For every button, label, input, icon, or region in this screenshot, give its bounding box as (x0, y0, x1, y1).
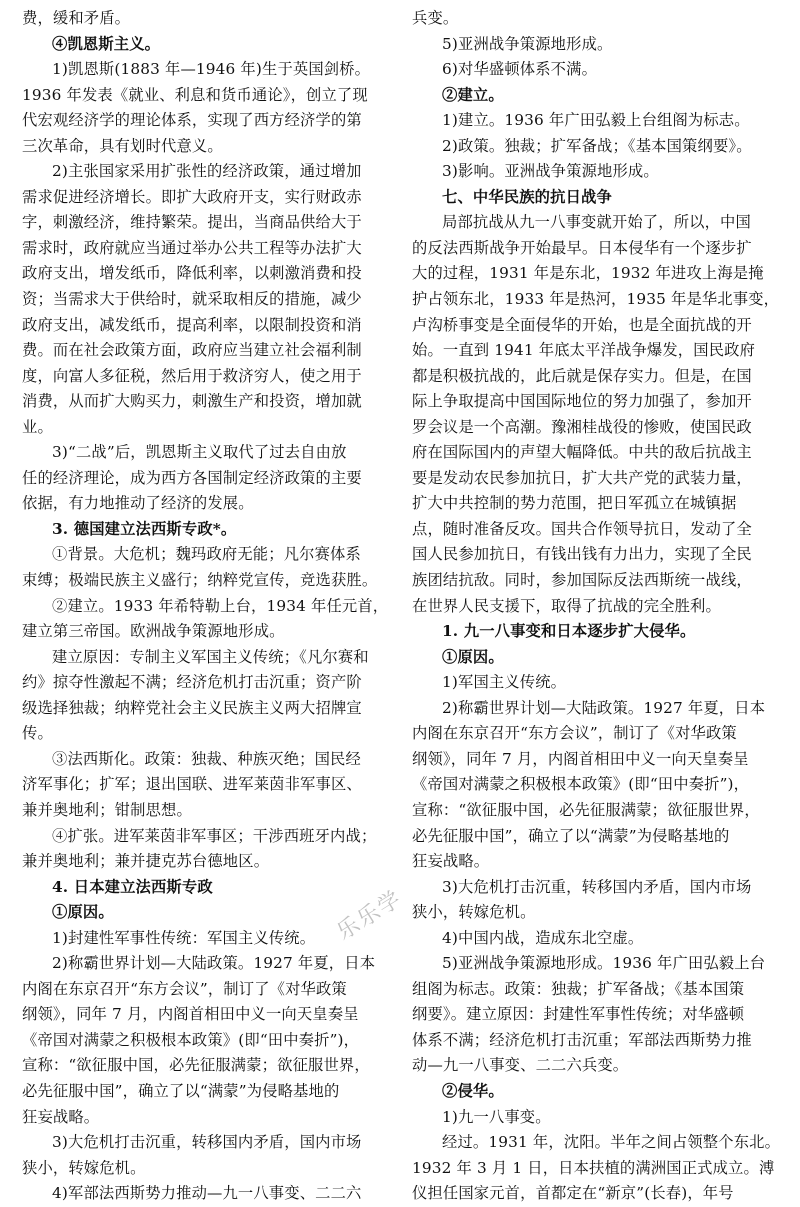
text-line: 扩大中共控制的势力范围，把日军孤立在城镇据 (412, 494, 737, 513)
text-line: 2)政策。独裁；扩军备战；《基本国策纲要》。 (442, 136, 752, 155)
text-line: 兵变。 (412, 9, 459, 27)
text-line: ②侵华。 (442, 1081, 504, 1100)
text-line: 1)建立。1936 年广田弘毅上台组阁为标志。 (442, 111, 750, 130)
text-line: 建立原因：专制主义军国主义传统；《凡尔赛和 (52, 647, 369, 666)
text-line: 仪担任国家元首，首都定在“新京”(长春)，年号 (412, 1184, 734, 1203)
text-line: 要是发动农民参加抗日，扩大共产党的武装力量， (412, 468, 752, 487)
text-line: 1936 年发表《就业、利息和货币通论》，创立了现 (22, 85, 368, 104)
text-line: 必先征服中国”，确立了以“满蒙”为侵略基地的 (412, 826, 730, 845)
text-line: 3. 德国建立法西斯专政*。 (52, 519, 237, 538)
text-line: 代宏观经济学的理论体系，实现了西方经济学的第 (22, 111, 362, 130)
text-line: ②建立。1933 年希特勒上台，1934 年任元首， (52, 596, 389, 615)
text-line: 卢沟桥事变是全面侵华的开始，也是全面抗战的开 (412, 315, 752, 334)
text-line: 族团结抗敌。同时，参加国际反法西斯统一战线， (412, 571, 752, 590)
text-line: ③法西斯化。政策：独裁、种族灭绝；国民经 (52, 749, 361, 768)
text-line: 《帝国对满蒙之积极根本政策》(即“田中奏折”)， (22, 1030, 360, 1049)
text-line: ④凯恩斯主义。 (52, 34, 161, 53)
right-column (412, 6, 782, 1207)
text-line: 七、中华民族的抗日战争 (442, 187, 612, 206)
text-line: 《帝国对满蒙之积极根本政策》(即“田中奏折”)， (412, 775, 750, 794)
text-line: 3)大危机打击沉重，转移国内矛盾，国内市场 (52, 1133, 362, 1152)
text-line: 3)大危机打击沉重，转移国内矛盾，国内市场 (442, 877, 752, 896)
text-line: 国人民参加抗日，有钱出钱有力出力，实现了全民 (412, 545, 752, 564)
text-line: 狭小，转嫁危机。 (22, 1158, 146, 1177)
text-line: 业。 (22, 417, 53, 436)
text-line: ④扩张。进军莱茵非军事区；干涉西班牙内战； (52, 826, 377, 845)
text-line: 的反法西斯战争开始最早。日本侵华有一个逐步扩 (412, 238, 752, 257)
text-line: 4. 日本建立法西斯专政 (52, 877, 213, 896)
text-line: 护占领东北，1933 年是热河，1935 年是华北事变， (412, 290, 780, 309)
watermark-text: 乐乐学 (332, 886, 407, 946)
text-line: 3)“二战”后，凯恩斯主义取代了过去自由放 (52, 443, 347, 462)
text-line: 狭小，转嫁危机。 (412, 903, 536, 922)
text-line: 政府支出，增发纸币，降低利率，以刺激消费和投 (22, 264, 362, 283)
text-line: 级选择独裁；纳粹党社会主义民族主义两大招牌宣 (22, 698, 362, 717)
text-line: 1)凯恩斯(1883 年—1946 年)生于英国剑桥。 (52, 60, 371, 79)
text-line: ①原因。 (442, 647, 504, 666)
text-line: 兼并奥地利；兼并捷克苏台德地区。 (22, 852, 270, 871)
text-line: 依据，有力地推动了经济的发展。 (22, 494, 254, 513)
text-line: 动—九一八事变、二二六兵变。 (412, 1056, 629, 1075)
text-line: 5)亚洲战争策源地形成。 (442, 34, 613, 53)
left-column (22, 6, 392, 1207)
text-line: 纲领》，同年 7 月，内阁首相田中义一向天皇奏呈 (22, 1005, 359, 1024)
text-line: 传。 (22, 724, 53, 743)
text-line: 大的过程，1931 年是东北，1932 年进攻上海是掩 (412, 264, 764, 283)
text-line: 政府支出，减发纸币，提高利率，以限制投资和消 (22, 315, 362, 334)
text-line: 局部抗战从九一八事变就开始了，所以，中国 (442, 213, 751, 232)
text-line: 狂妄战略。 (22, 1107, 100, 1126)
text-line: 字，刺激经济，维持繁荣。提出，当商品供给大于 (22, 213, 362, 232)
text-line: 2)主张国家采用扩张性的经济政策，通过增加 (52, 162, 362, 181)
text-line: 狂妄战略。 (412, 852, 490, 871)
text-line: 组阁为标志。政策：独裁；扩军备战；《基本国策 (412, 979, 745, 998)
text-line: 罗会议是一个高潮。豫湘桂战役的惨败，使国民政 (412, 417, 752, 436)
text-line: 在世界人民支援下，取得了抗战的完全胜利。 (412, 596, 721, 615)
text-line: 府在国际国内的声望大幅降低。中共的敌后抗战主 (412, 443, 752, 462)
text-line: 1)九一八事变。 (442, 1107, 551, 1126)
text-line: 1)军国主义传统。 (442, 673, 567, 692)
text-line: 1. 九一八事变和日本逐步扩大侵华。 (442, 622, 696, 641)
text-line: 6)对华盛顿体系不满。 (442, 60, 598, 79)
text-line: 消费，从而扩大购买力，刺激生产和投资，增加就 (22, 392, 362, 411)
text-line: ②建立。 (442, 85, 504, 104)
text-line: 费。而在社会政策方面，政府应当建立社会福利制 (22, 341, 362, 360)
text-line: 纲要》。建立原因：封建性军事性传统；对华盛顿 (412, 1005, 745, 1024)
text-line: 4)中国内战，造成东北空虚。 (442, 928, 644, 947)
text-line: 体系不满；经济危机打击沉重；军部法西斯势力推 (412, 1030, 752, 1049)
text-line: 必先征服中国”，确立了以“满蒙”为侵略基地的 (22, 1081, 340, 1100)
text-line: 2)称霸世界计划—大陆政策。1927 年夏，日本 (442, 698, 766, 717)
text-line: 2)称霸世界计划—大陆政策。1927 年夏，日本 (52, 954, 376, 973)
text-line: 际上争取提高中国国际地位的努力加强了，参加开 (412, 392, 752, 411)
text-line: ①背景。大危机；魏玛政府无能；凡尔赛体系 (52, 545, 361, 564)
text-line: 内阁在东京召开“东方会议”，制订了《对华政策 (22, 979, 347, 998)
text-line: 1)封建性军事性传统：军国主义传统。 (52, 928, 316, 947)
text-line: 内阁在东京召开“东方会议”，制订了《对华政策 (412, 724, 737, 743)
text-line: 任的经济理论，成为西方各国制定经济政策的主要 (22, 468, 362, 487)
text-line: 资；当需求大于供给时，就采取相反的措施，减少 (22, 290, 362, 309)
text-line: 点，随时准备反攻。国共合作领导抗日，发动了全 (412, 519, 752, 538)
text-line: 约》掠夺性激起不满；经济危机打击沉重；资产阶 (22, 673, 362, 692)
text-line: 费，缓和矛盾。 (22, 9, 131, 27)
text-line: 束缚；极端民族主义盛行；纳粹党宣传，竞选获胜。 (22, 571, 378, 590)
text-line: 纲领》，同年 7 月，内阁首相田中义一向天皇奏呈 (412, 749, 749, 768)
text-line: 经过。1931 年，沈阳。半年之间占领整个东北。 (442, 1133, 781, 1152)
text-line: 需求促进经济增长。即扩大政府开支，实行财政赤 (22, 187, 362, 206)
text-line: 4)军部法西斯势力推动—九一八事变、二二六 (52, 1184, 362, 1203)
text-line: 济军事化；扩军；退出国联、进军莱茵非军事区、 (22, 775, 362, 794)
text-line: 都是积极抗战的，此后就是保存实力。但是，在国 (412, 366, 752, 385)
text-line: 宣称：“欲征服中国，必先征服满蒙；欲征服世界， (22, 1056, 370, 1075)
text-line: 需求时，政府就应当通过举办公共工程等办法扩大 (22, 238, 362, 257)
text-line: ①原因。 (52, 903, 114, 922)
text-line: 宣称：“欲征服中国，必先征服满蒙；欲征服世界， (412, 800, 760, 819)
text-line: 5)亚洲战争策源地形成。1936 年广田弘毅上台 (442, 954, 766, 973)
text-line: 三次革命，具有划时代意义。 (22, 136, 223, 155)
text-line: 度，向富人多征税，然后用于救济穷人，使之用于 (22, 366, 362, 385)
text-line: 兼并奥地利；钳制思想。 (22, 800, 192, 819)
text-line: 1932 年 3 月 1 日，日本扶植的满洲国正式成立。溥 (412, 1158, 775, 1177)
text-line: 3)影响。亚洲战争策源地形成。 (442, 162, 659, 181)
text-line: 建立第三帝国。欧洲战争策源地形成。 (22, 622, 285, 641)
text-line: 始。一直到 1941 年底太平洋战争爆发，国民政府 (412, 341, 756, 360)
